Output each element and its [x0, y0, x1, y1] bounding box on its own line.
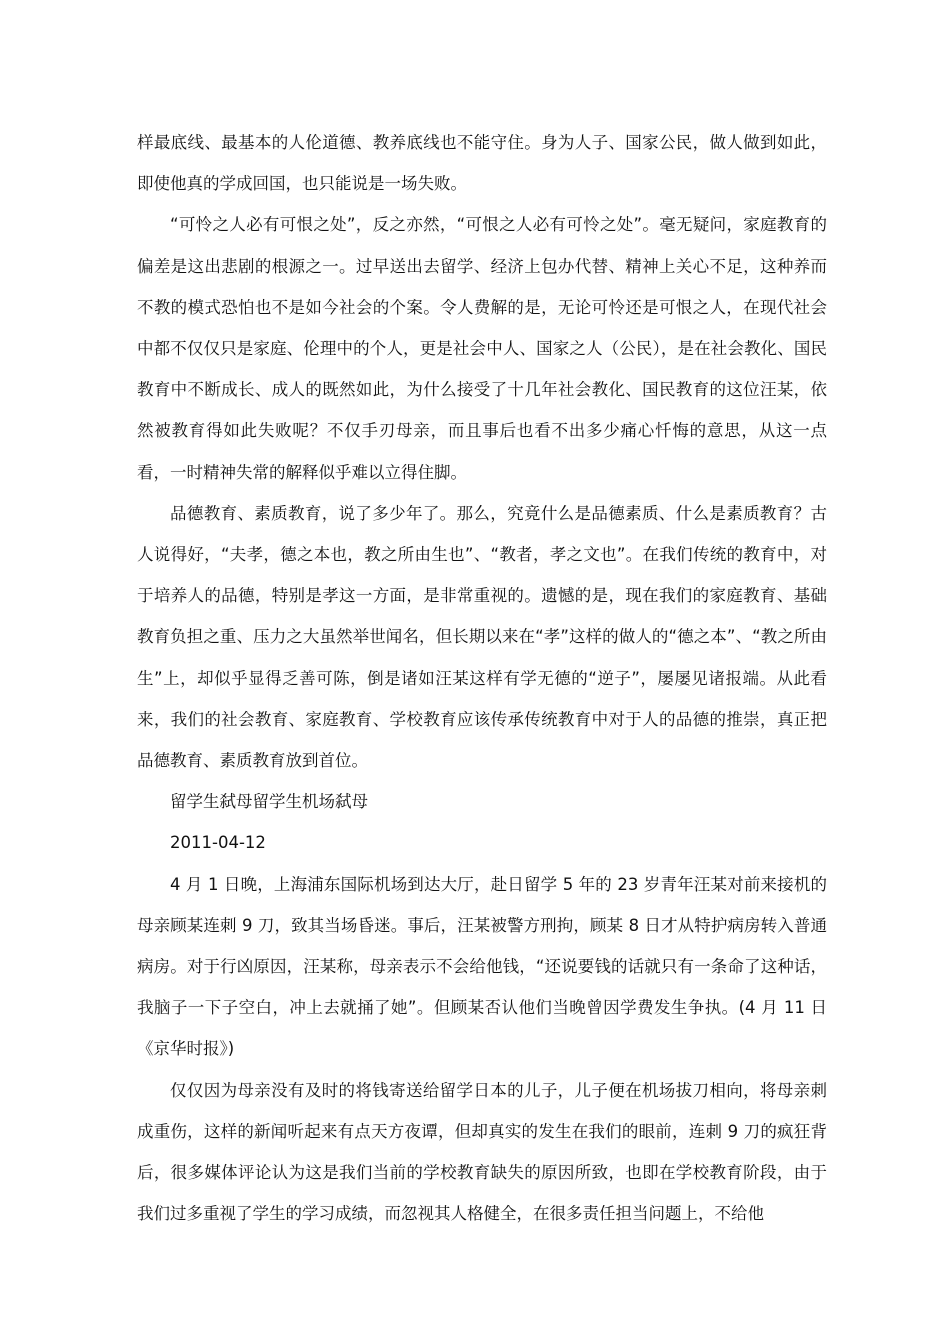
article-date: 2011-04-12 [170, 833, 266, 853]
paragraph-7: 仅仅因为母亲没有及时的将钱寄送给留学日本的儿子，儿子便在机场拔刀相向，将母亲刺成重伤，这样的新闻听起来有点天方夜谭，但却真实的发生在我们的眼前，连刺 9 刀的疯狂背后，很多媒体评论认为这是我们当前的学校教育缺失的原因所致，也即在学校教育阶段，由于我们过多重视了学生的学习成绩，而忽视其人格健全，在很多责任担当问题上，不给他 [137, 1080, 827, 1224]
paragraph-2: “可怜之人必有可恨之处”，反之亦然，“可恨之人必有可怜之处”。毫无疑问，家庭教育的偏差是这出悲剧的根源之一。过早送出去留学、经济上包办代替、精神上关心不足，这种养而不教的模式恐怕也不是如今社会的个案。令人费解的是，无论可怜还是可恨之人，在现代社会中都不仅仅只是家庭、伦理中的个人，更是社会中人、国家之人（公民），是在社会教化、国民教育中不断成长、成人的既然如此，为什么接受了十几年社会教化、国民教育的这位汪某，依然被教育得如此失败呢？不仅手刃母亲，而且事后也看不出多少痛心忏悔的意思，从这一点看，一时精神失常的解释似乎难以立得住脚。 [137, 215, 827, 482]
article-title: 留学生弑母留学生机场弑母 [170, 792, 368, 812]
paragraph-1: 样最底线、最基本的人伦道德、教养底线也不能守住。身为人子、国家公民，做人做到如此，即使他真的学成回国，也只能说是一场失败。 [137, 133, 827, 194]
paragraph-3: 品德教育、素质教育，说了多少年了。那么，究竟什么是品德素质、什么是素质教育？古人说得好，“夫孝，德之本也，教之所由生也”、“教者，孝之文也”。在我们传统的教育中，对于培养人的品德，特别是孝这一方面，是非常重视的。遗憾的是，现在我们的家庭教育、基础教育负担之重、压力之大虽然举世闻名，但长期以来在“孝”这样的做人的“德之本”、“教之所由生”上，却似乎显得乏善可陈，倒是诸如汪某这样有学无德的“逆子”，屡屡见诸报端。从此看来，我们的社会教育、家庭教育、学校教育应该传承传统教育中对于人的品德的推崇，真正把品德教育、素质教育放到首位。 [137, 503, 827, 771]
document-body [137, 122, 827, 1234]
paragraph-6: 4 月 1 日晚，上海浦东国际机场到达大厅，赴日留学 5 年的 23 岁青年汪某对前来接机的母亲顾某连刺 9 刀，致其当场昏迷。事后，汪某被警方刑拘，顾某 8 日才从特护病房转入普通病房。对于行凶原因，汪某称，母亲表示不会给他钱，“还说要钱的话就只有一条命了这种话，我脑子一下子空白，冲上去就捅了她”。但顾某否认他们当晚曾因学费发生争执。(4 月 11 日《京华时报》) [137, 874, 827, 1059]
